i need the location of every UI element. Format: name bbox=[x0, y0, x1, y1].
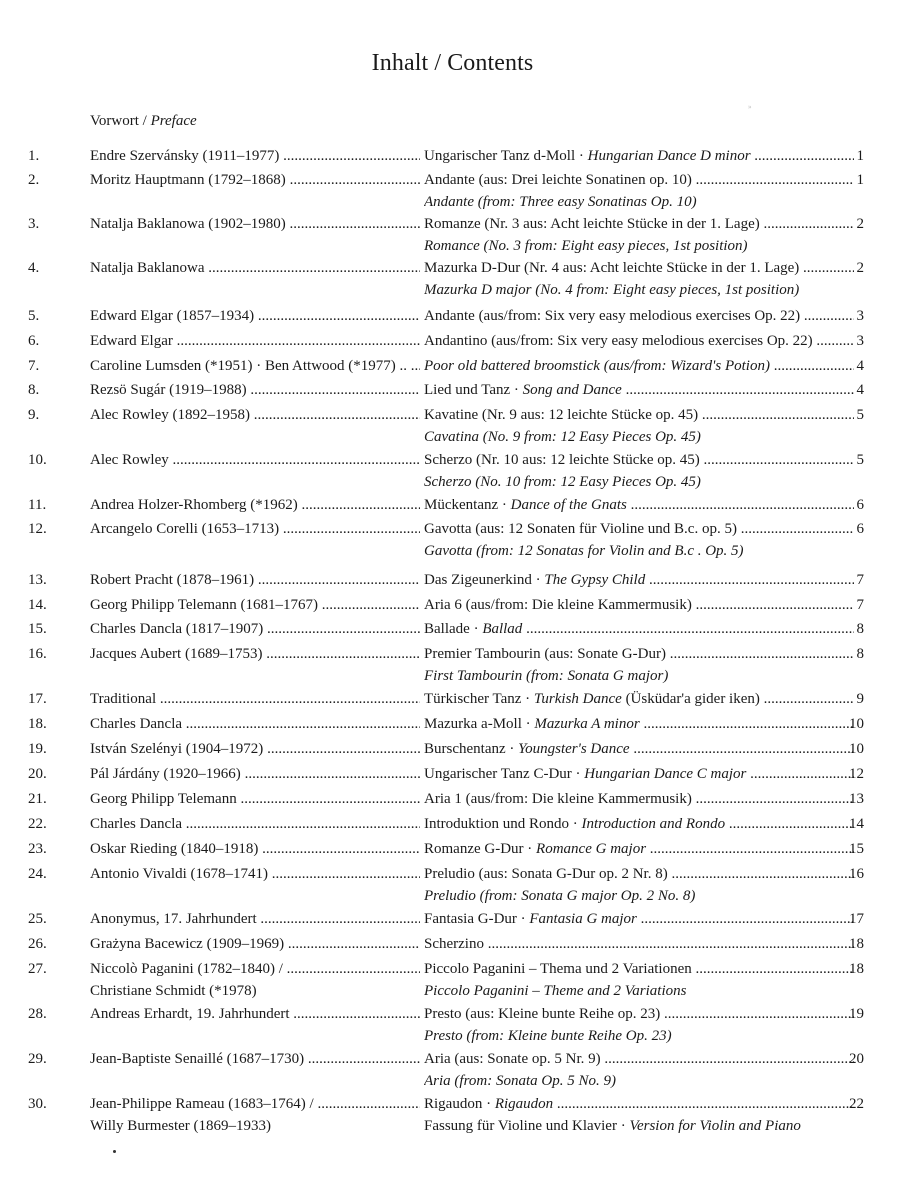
entry-version-note bbox=[424, 1116, 854, 1137]
entry-number: 10. bbox=[28, 452, 47, 468]
entry-composer-name: Alec Rowley ..... bbox=[90, 452, 420, 468]
entry-composer-name: Caroline Lumsden (*1951) · Ben Attwood (*1977) .. ..... bbox=[90, 358, 420, 374]
entry-version-de: Fassung für Violine und Klavier · bbox=[424, 1118, 630, 1134]
toc-entry-continuation bbox=[0, 886, 905, 907]
toc-entry-continuation bbox=[0, 981, 905, 1002]
entry-title-text bbox=[424, 382, 854, 398]
entry-arranger: Willy Burmester (1869–1933) bbox=[90, 1118, 272, 1134]
entry-title-text bbox=[424, 1006, 854, 1022]
entry-title-text bbox=[424, 716, 854, 732]
entry-number: 9. bbox=[28, 407, 40, 423]
toc-entry bbox=[0, 619, 905, 640]
toc-entry bbox=[0, 595, 905, 616]
entry-page-number: 5 bbox=[856, 452, 864, 468]
entry-composer-name: Alec Rowley (1892–1958) ..... bbox=[90, 407, 420, 423]
entry-composer bbox=[90, 258, 420, 279]
entry-title-en: Hungarian Dance D minor bbox=[587, 148, 751, 164]
toc-entry-continuation bbox=[0, 541, 905, 562]
entry-number: 28. bbox=[28, 1006, 47, 1022]
entry-title-text bbox=[424, 911, 854, 927]
toc-entry bbox=[0, 306, 905, 327]
entry-title-translation: Aria (from: Sonata Op. 5 No. 9) bbox=[424, 1073, 616, 1089]
entry-composer-name: Antonio Vivaldi (1678–1741) ..... bbox=[90, 866, 420, 882]
entry-composer bbox=[90, 764, 420, 785]
entry-number: 13. bbox=[28, 572, 47, 588]
entry-title-text bbox=[424, 646, 854, 662]
entry-page-number: 18 bbox=[849, 936, 864, 952]
entry-title-text bbox=[424, 172, 854, 188]
entry-title-de: Kavatine (Nr. 9 aus: 12 leichte Stücke op. 45) bbox=[424, 407, 699, 423]
entry-composer bbox=[90, 306, 420, 327]
entry-composer-name: Grażyna Bacewicz (1909–1969) ..... bbox=[90, 936, 420, 952]
entry-number: 11. bbox=[28, 497, 47, 513]
toc-entry bbox=[0, 258, 905, 279]
entry-page-number: 15 bbox=[849, 841, 864, 857]
entry-title-de: Rigaudon · bbox=[424, 1096, 495, 1112]
entry-title-de: Romanze (Nr. 3 aus: Acht leichte Stücke in der 1. Lage) bbox=[424, 216, 760, 232]
entry-title-text bbox=[424, 358, 854, 374]
entry-title-tail: (Üsküdar'a gider iken) bbox=[621, 691, 760, 707]
entry-composer bbox=[90, 814, 420, 835]
entry-title-translation: Romance (No. 3 from: Eight easy pieces, 1st position) bbox=[424, 238, 748, 254]
entry-title-text bbox=[424, 766, 854, 782]
entry-title bbox=[424, 814, 854, 835]
entry-title-de: Andantino (aus/from: Six very easy melodious exercises Op. 22) bbox=[424, 333, 813, 349]
entry-composer bbox=[90, 450, 420, 471]
toc-entry bbox=[0, 839, 905, 860]
entry-number: 19. bbox=[28, 741, 47, 757]
entry-title bbox=[424, 306, 854, 327]
entry-composer-name: Rezsö Sugár (1919–1988) ..... bbox=[90, 382, 420, 398]
entry-composer bbox=[90, 789, 420, 810]
entry-title-en: The Gypsy Child bbox=[544, 572, 646, 588]
entry-composer bbox=[90, 331, 420, 352]
entry-title-de: Türkischer Tanz · bbox=[424, 691, 534, 707]
entry-composer bbox=[90, 839, 420, 860]
entry-page-number: 4 bbox=[856, 358, 864, 374]
entry-title-en: Fantasia G major bbox=[529, 911, 637, 927]
entry-composer-name: Andrea Holzer-Rhomberg (*1962) ..... bbox=[90, 497, 420, 513]
entry-title-de: Andante (aus: Drei leichte Sonatinen op. 10) bbox=[424, 172, 692, 188]
entry-title-text bbox=[424, 148, 854, 164]
entry-composer-name: Arcangelo Corelli (1653–1713) ..... bbox=[90, 521, 420, 537]
entry-composer-name: Georg Philipp Telemann ..... bbox=[90, 791, 420, 807]
entry-title-text bbox=[424, 597, 854, 613]
entry-title bbox=[424, 595, 854, 616]
entry-title bbox=[424, 909, 854, 930]
entry-title-text bbox=[424, 816, 854, 832]
entry-page-number: 7 bbox=[856, 572, 864, 588]
entry-title-de: Mazurka a-Moll · bbox=[424, 716, 535, 732]
preface-en: Preface bbox=[150, 113, 197, 129]
entry-page-number: 8 bbox=[856, 621, 864, 637]
entry-composer bbox=[90, 959, 420, 980]
entry-page-number: 1 bbox=[856, 172, 864, 188]
entry-composer-name: Charles Dancla ..... bbox=[90, 816, 420, 832]
entry-number: 22. bbox=[28, 816, 47, 832]
entry-number: 4. bbox=[28, 260, 40, 276]
entry-title-en: Turkish Dance bbox=[533, 691, 622, 707]
entry-number: 25. bbox=[28, 911, 47, 927]
entry-page-number: 3 bbox=[856, 308, 864, 324]
stray-mark: » bbox=[748, 103, 752, 111]
entry-title bbox=[424, 839, 854, 860]
toc-entry-continuation bbox=[0, 236, 905, 257]
entry-composer bbox=[90, 380, 420, 401]
toc-entry bbox=[0, 909, 905, 930]
entry-title bbox=[424, 356, 854, 377]
entry-title-en: Poor old battered broomstick (aus/from: Wizard's Potion) bbox=[424, 358, 770, 374]
toc-entry bbox=[0, 450, 905, 471]
entry-composer-name: Jean-Philippe Rameau (1683–1764) / ..... bbox=[90, 1096, 420, 1112]
entry-composer-name: Moritz Hauptmann (1792–1868) ..... bbox=[90, 172, 420, 188]
entry-title-translation: Mazurka D major (No. 4 from: Eight easy pieces, 1st position) bbox=[424, 282, 800, 298]
preface-line bbox=[90, 113, 197, 130]
entry-title-en: Mazurka A minor bbox=[534, 716, 640, 732]
entry-composer bbox=[90, 714, 420, 735]
entry-number: 20. bbox=[28, 766, 47, 782]
entry-number: 8. bbox=[28, 382, 40, 398]
entry-composer-name: Jean-Baptiste Senaillé (1687–1730) ..... bbox=[90, 1051, 420, 1067]
entry-arranger: Christiane Schmidt (*1978) bbox=[90, 983, 257, 999]
toc-entry bbox=[0, 689, 905, 710]
entry-page-number: 8 bbox=[856, 646, 864, 662]
entry-title bbox=[424, 934, 854, 955]
stray-dot bbox=[113, 1150, 116, 1153]
entry-page-number: 12 bbox=[849, 766, 864, 782]
toc-entry bbox=[0, 789, 905, 810]
toc-entry-continuation bbox=[0, 192, 905, 213]
entry-title bbox=[424, 214, 854, 235]
entry-title bbox=[424, 1094, 854, 1115]
toc-entry bbox=[0, 1004, 905, 1025]
toc-entry bbox=[0, 864, 905, 885]
entry-title bbox=[424, 331, 854, 352]
entry-composer-name: Charles Dancla ..... bbox=[90, 716, 420, 732]
entry-title-text bbox=[424, 521, 854, 537]
entry-title-en: Youngster's Dance bbox=[518, 741, 630, 757]
entry-number: 18. bbox=[28, 716, 47, 732]
toc-entry-continuation bbox=[0, 427, 905, 448]
entry-title bbox=[424, 570, 854, 591]
entry-composer-name: Edward Elgar (1857–1934) ..... bbox=[90, 308, 420, 324]
entry-number: 14. bbox=[28, 597, 47, 613]
entry-composer-name: Charles Dancla (1817–1907) ..... bbox=[90, 621, 420, 637]
entry-title-text bbox=[424, 572, 854, 588]
preface-separator: / bbox=[138, 113, 151, 129]
toc-entry bbox=[0, 1049, 905, 1070]
entry-title bbox=[424, 405, 854, 426]
entry-title bbox=[424, 789, 854, 810]
entry-title-translation: Gavotta (from: 12 Sonatas for Violin and B.c . Op. 5) bbox=[424, 543, 744, 559]
toc-entry-continuation bbox=[0, 472, 905, 493]
entry-title bbox=[424, 619, 854, 640]
entry-title-de: Premier Tambourin (aus: Sonate G-Dur) bbox=[424, 646, 666, 662]
toc-entry bbox=[0, 934, 905, 955]
entry-title-de: Aria (aus: Sonate op. 5 Nr. 9) bbox=[424, 1051, 601, 1067]
toc-entry bbox=[0, 644, 905, 665]
entry-number: 6. bbox=[28, 333, 40, 349]
toc-entry-continuation bbox=[0, 280, 905, 301]
entry-title-en: Hungarian Dance C major bbox=[584, 766, 747, 782]
entry-title-text bbox=[424, 936, 854, 952]
entry-title bbox=[424, 450, 854, 471]
entry-composer bbox=[90, 689, 420, 710]
entry-page-number: 9 bbox=[856, 691, 864, 707]
entry-composer bbox=[90, 595, 420, 616]
entry-title-translation: Piccolo Paganini – Theme and 2 Variations bbox=[424, 983, 687, 999]
entry-title bbox=[424, 1004, 854, 1025]
entry-composer-name: Andreas Erhardt, 19. Jahrhundert ..... bbox=[90, 1006, 420, 1022]
entry-composer bbox=[90, 934, 420, 955]
entry-title-translation: Presto (from: Kleine bunte Reihe Op. 23) bbox=[424, 1028, 672, 1044]
toc-entry bbox=[0, 764, 905, 785]
entry-page-number: 10 bbox=[849, 716, 864, 732]
entry-page-number: 16 bbox=[849, 866, 864, 882]
entry-title-translation: Scherzo (No. 10 from: 12 Easy Pieces Op. 45) bbox=[424, 474, 701, 490]
entry-title-de: Burschentanz · bbox=[424, 741, 519, 757]
entry-page-number: 1 bbox=[856, 148, 864, 164]
entry-title-de: Romanze G-Dur · bbox=[424, 841, 537, 857]
entry-number: 23. bbox=[28, 841, 47, 857]
toc-entry bbox=[0, 146, 905, 167]
entry-title-en: Rigaudon bbox=[494, 1096, 554, 1112]
toc-entry-continuation bbox=[0, 666, 905, 687]
entry-page-number: 22 bbox=[849, 1096, 864, 1112]
entry-title-de: Mückentanz · bbox=[424, 497, 511, 513]
entry-title-en: Introduction and Rondo bbox=[581, 816, 726, 832]
entry-title-de: Andante (aus/from: Six very easy melodious exercises Op. 22) bbox=[424, 308, 801, 324]
entry-title bbox=[424, 380, 854, 401]
entry-composer bbox=[90, 739, 420, 760]
entry-composer bbox=[90, 356, 420, 377]
entry-page-number: 6 bbox=[856, 497, 864, 513]
toc-entry bbox=[0, 714, 905, 735]
entry-title-text bbox=[424, 691, 854, 707]
entry-title bbox=[424, 764, 854, 785]
entry-title bbox=[424, 1049, 854, 1070]
entry-title-text bbox=[424, 741, 854, 757]
entry-title-de: Presto (aus: Kleine bunte Reihe op. 23) bbox=[424, 1006, 661, 1022]
entry-title bbox=[424, 714, 854, 735]
entry-version-en: Version for Violin and Piano bbox=[629, 1118, 801, 1134]
entry-number: 2. bbox=[28, 172, 40, 188]
entry-composer-name: Niccolò Paganini (1782–1840) / ..... bbox=[90, 961, 420, 977]
entry-title-de: Ungarischer Tanz C-Dur · bbox=[424, 766, 585, 782]
entry-page-number: 3 bbox=[856, 333, 864, 349]
entry-title-text bbox=[424, 452, 854, 468]
entry-composer bbox=[90, 570, 420, 591]
entry-title bbox=[424, 170, 854, 191]
entry-title-translation: Preludio (from: Sonata G major Op. 2 No. 8) bbox=[424, 888, 696, 904]
entry-title-de: Das Zigeunerkind · bbox=[424, 572, 545, 588]
entry-composer-name: Pál Járdány (1920–1966) ..... bbox=[90, 766, 420, 782]
toc-entry bbox=[0, 739, 905, 760]
entry-title-text bbox=[424, 497, 854, 513]
entry-page-number: 7 bbox=[856, 597, 864, 613]
toc-entry-continuation bbox=[0, 1071, 905, 1092]
toc-entry bbox=[0, 356, 905, 377]
entry-number: 26. bbox=[28, 936, 47, 952]
entry-title-en: Dance of the Gnats bbox=[510, 497, 627, 513]
entry-composer-name: István Szelényi (1904–1972) ..... bbox=[90, 741, 420, 757]
entry-composer-name: Traditional ..... bbox=[90, 691, 420, 707]
entry-composer-name: Endre Szervánsky (1911–1977) ..... bbox=[90, 148, 420, 164]
entry-page-number: 18 bbox=[849, 961, 864, 977]
toc-entry bbox=[0, 331, 905, 352]
entry-page-number: 2 bbox=[856, 260, 864, 276]
entry-number: 30. bbox=[28, 1096, 47, 1112]
entry-title-text bbox=[424, 260, 854, 276]
entry-title-text bbox=[424, 1051, 854, 1067]
entry-composer-name: Jacques Aubert (1689–1753) ..... bbox=[90, 646, 420, 662]
entry-title-de: Fantasia G-Dur · bbox=[424, 911, 530, 927]
entry-composer bbox=[90, 214, 420, 235]
toc-entry bbox=[0, 214, 905, 235]
entry-composer bbox=[90, 864, 420, 885]
entry-page-number: 5 bbox=[856, 407, 864, 423]
entry-composer-name: Anonymus, 17. Jahrhundert ..... bbox=[90, 911, 420, 927]
entry-composer-name: Natalja Baklanowa ..... bbox=[90, 260, 420, 276]
toc-entry bbox=[0, 1094, 905, 1115]
entry-page-number: 19 bbox=[849, 1006, 864, 1022]
entry-composer bbox=[90, 170, 420, 191]
entry-title-de: Mazurka D-Dur (Nr. 4 aus: Acht leichte Stücke in der 1. Lage) bbox=[424, 260, 800, 276]
entry-page-number: 17 bbox=[849, 911, 864, 927]
entry-title bbox=[424, 519, 854, 540]
entry-title-text bbox=[424, 866, 854, 882]
entry-page-number: 13 bbox=[849, 791, 864, 807]
entry-title-de: Aria 6 (aus/from: Die kleine Kammermusik) bbox=[424, 597, 692, 613]
entry-title-text bbox=[424, 621, 854, 637]
entry-number: 24. bbox=[28, 866, 47, 882]
entry-composer bbox=[90, 1094, 420, 1115]
entry-title-en: Romance G major bbox=[536, 841, 647, 857]
entry-title-text bbox=[424, 791, 854, 807]
page-title: Inhalt / Contents bbox=[371, 50, 534, 76]
toc-entry-continuation bbox=[0, 1116, 905, 1137]
entry-title-translation: Cavatina (No. 9 from: 12 Easy Pieces Op. 45) bbox=[424, 429, 701, 445]
toc-entry bbox=[0, 814, 905, 835]
entry-title-text bbox=[424, 407, 854, 423]
entry-title-de: Scherzino bbox=[424, 936, 484, 952]
entry-page-number: 20 bbox=[849, 1051, 864, 1067]
entry-composer-name: Natalja Baklanowa (1902–1980) ..... bbox=[90, 216, 420, 232]
entry-title-text bbox=[424, 961, 854, 977]
entry-title bbox=[424, 258, 854, 279]
entry-title-en: Song and Dance bbox=[522, 382, 622, 398]
entry-number: 3. bbox=[28, 216, 40, 232]
entry-composer bbox=[90, 495, 420, 516]
entry-title-de: Scherzo (Nr. 10 aus: 12 leichte Stücke op. 45) bbox=[424, 452, 700, 468]
entry-composer bbox=[90, 619, 420, 640]
entry-title-text bbox=[424, 333, 854, 349]
entry-number: 5. bbox=[28, 308, 40, 324]
entry-title bbox=[424, 644, 854, 665]
entry-title bbox=[424, 739, 854, 760]
toc-entry bbox=[0, 959, 905, 980]
entry-composer bbox=[90, 909, 420, 930]
entry-number: 17. bbox=[28, 691, 47, 707]
toc-entry-continuation bbox=[0, 1026, 905, 1047]
entry-title bbox=[424, 146, 854, 167]
entry-number: 15. bbox=[28, 621, 47, 637]
entry-number: 12. bbox=[28, 521, 47, 537]
preface-de: Vorwort bbox=[90, 113, 139, 129]
entry-page-number: 4 bbox=[856, 382, 864, 398]
toc-entry bbox=[0, 405, 905, 426]
toc-entry bbox=[0, 519, 905, 540]
entry-title bbox=[424, 959, 854, 980]
entry-number: 1. bbox=[28, 148, 40, 164]
entry-title-de: Gavotta (aus: 12 Sonaten für Violine und B.c. op. 5) bbox=[424, 521, 737, 537]
entry-composer bbox=[90, 644, 420, 665]
entry-title-de: Piccolo Paganini – Thema und 2 Variationen bbox=[424, 961, 692, 977]
entry-composer bbox=[90, 519, 420, 540]
entry-title bbox=[424, 864, 854, 885]
entry-number: 7. bbox=[28, 358, 40, 374]
entry-composer bbox=[90, 1004, 420, 1025]
entry-title bbox=[424, 495, 854, 516]
entry-composer-name: Oskar Rieding (1840–1918) ..... bbox=[90, 841, 420, 857]
entry-number: 29. bbox=[28, 1051, 47, 1067]
entry-page-number: 14 bbox=[849, 816, 864, 832]
entry-page-number: 2 bbox=[856, 216, 864, 232]
entry-composer bbox=[90, 405, 420, 426]
toc-entry bbox=[0, 570, 905, 591]
entry-composer bbox=[90, 1049, 420, 1070]
entry-page-number: 6 bbox=[856, 521, 864, 537]
entry-page-number: 10 bbox=[849, 741, 864, 757]
entry-number: 27. bbox=[28, 961, 47, 977]
entry-title-de: Preludio (aus: Sonata G-Dur op. 2 Nr. 8) bbox=[424, 866, 668, 882]
entry-title-translation: Andante (from: Three easy Sonatinas Op. 10) bbox=[424, 194, 697, 210]
toc-entry bbox=[0, 380, 905, 401]
entry-composer bbox=[90, 146, 420, 167]
entry-title-text bbox=[424, 216, 854, 232]
entry-title-en: Ballad bbox=[482, 621, 523, 637]
entry-title-text bbox=[424, 308, 854, 324]
entry-composer-name: Georg Philipp Telemann (1681–1767) ..... bbox=[90, 597, 420, 613]
entry-title-text bbox=[424, 841, 854, 857]
entry-title-de: Ballade · bbox=[424, 621, 483, 637]
toc-entry bbox=[0, 170, 905, 191]
toc-entry bbox=[0, 495, 905, 516]
entry-title-translation: First Tambourin (from: Sonata G major) bbox=[424, 668, 669, 684]
entry-number: 16. bbox=[28, 646, 47, 662]
entry-title-de: Aria 1 (aus/from: Die kleine Kammermusik) bbox=[424, 791, 692, 807]
entry-title-de: Lied und Tanz · bbox=[424, 382, 523, 398]
entry-title-text bbox=[424, 1096, 854, 1112]
entry-title-de: Introduktion und Rondo · bbox=[424, 816, 582, 832]
entry-composer-name: Edward Elgar ..... bbox=[90, 333, 420, 349]
entry-title bbox=[424, 689, 854, 710]
entry-composer-name: Robert Pracht (1878–1961) ..... bbox=[90, 572, 420, 588]
entry-title-de: Ungarischer Tanz d-Moll · bbox=[424, 148, 588, 164]
entry-number: 21. bbox=[28, 791, 47, 807]
